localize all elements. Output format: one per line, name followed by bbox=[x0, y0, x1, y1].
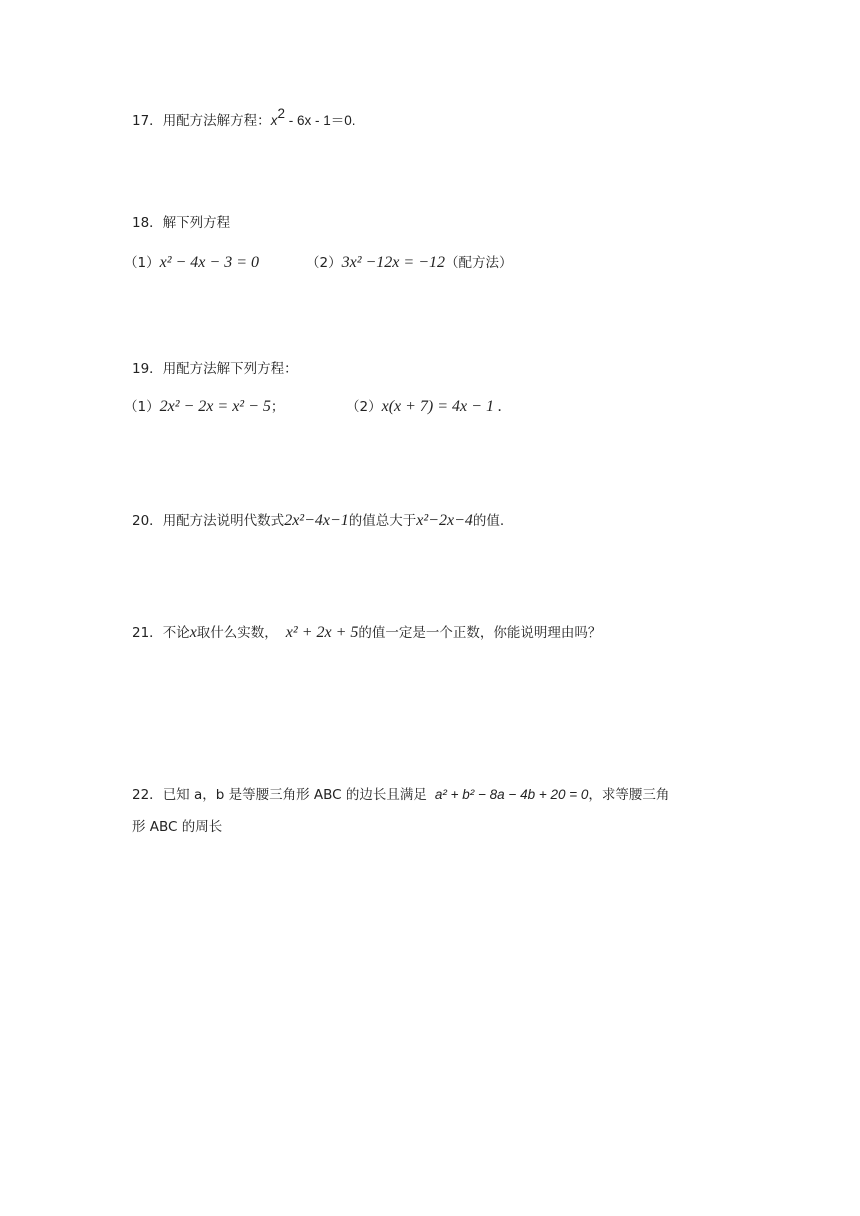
expression-a: 2x²−4x−1 bbox=[284, 512, 349, 529]
method-note: （配方法） bbox=[444, 255, 513, 271]
question-19 bbox=[132, 359, 298, 379]
equation: 2x² − 2x = x² − 5 bbox=[159, 398, 271, 415]
question-18 bbox=[132, 213, 230, 233]
question-number: 17． bbox=[132, 113, 163, 129]
part-label: （2） bbox=[346, 399, 382, 415]
question-number: 18． bbox=[132, 215, 163, 231]
question-18-part-2 bbox=[306, 253, 512, 273]
question-text: 的值一定是一个正数，你能说明理由吗？ bbox=[358, 625, 602, 641]
variable: x bbox=[189, 624, 197, 641]
question-text: 不论 bbox=[162, 625, 190, 641]
question-22-line-2 bbox=[132, 817, 222, 837]
question-19-part-1 bbox=[124, 397, 284, 417]
question-text: 用配方法说明代数式 bbox=[162, 513, 285, 529]
part-label: （1） bbox=[124, 255, 160, 271]
part-label: （2） bbox=[306, 255, 342, 271]
question-number: 22． bbox=[132, 787, 163, 803]
equation: 3x² −12x = −12 bbox=[341, 254, 445, 271]
equation: x(x + 7) = 4x − 1 . bbox=[381, 398, 502, 415]
punctuation: ； bbox=[270, 399, 285, 415]
equation-var: x bbox=[270, 113, 278, 128]
part-label: （1） bbox=[124, 399, 160, 415]
question-text: 用配方法解下列方程： bbox=[162, 361, 298, 377]
question-text: ，求等腰三角 bbox=[588, 787, 670, 803]
question-text: 已知 a，b 是等腰三角形 ABC 的边长且满足 bbox=[162, 787, 427, 803]
equation: - 6x - 1＝0. bbox=[284, 113, 356, 128]
question-number: 19． bbox=[132, 361, 163, 377]
question-22 bbox=[132, 785, 669, 805]
question-text: 的值总大于 bbox=[348, 513, 417, 529]
expression-b: x²−2x−4 bbox=[416, 512, 473, 529]
question-text: 取什么实数， bbox=[196, 625, 278, 641]
question-18-part-1 bbox=[124, 253, 259, 273]
question-21 bbox=[132, 623, 601, 643]
question-19-part-2 bbox=[346, 397, 502, 417]
question-text: 形 ABC 的周长 bbox=[132, 819, 223, 835]
question-number: 21． bbox=[132, 625, 163, 641]
question-20 bbox=[132, 511, 504, 531]
expression: a² + b² − 8a − 4b + 20 = 0 bbox=[434, 787, 589, 802]
question-text: 解下列方程 bbox=[162, 215, 231, 231]
question-17: 17．用配方法解方程：$x^2 - 6x - 1=0$. bbox=[132, 106, 356, 129]
question-text: 的值. bbox=[472, 513, 505, 529]
question-number: 20． bbox=[132, 513, 163, 529]
expression: x² + 2x + 5 bbox=[285, 624, 359, 641]
question-text: 用配方法解方程： bbox=[162, 113, 271, 129]
equation: x² − 4x − 3 = 0 bbox=[159, 254, 259, 271]
